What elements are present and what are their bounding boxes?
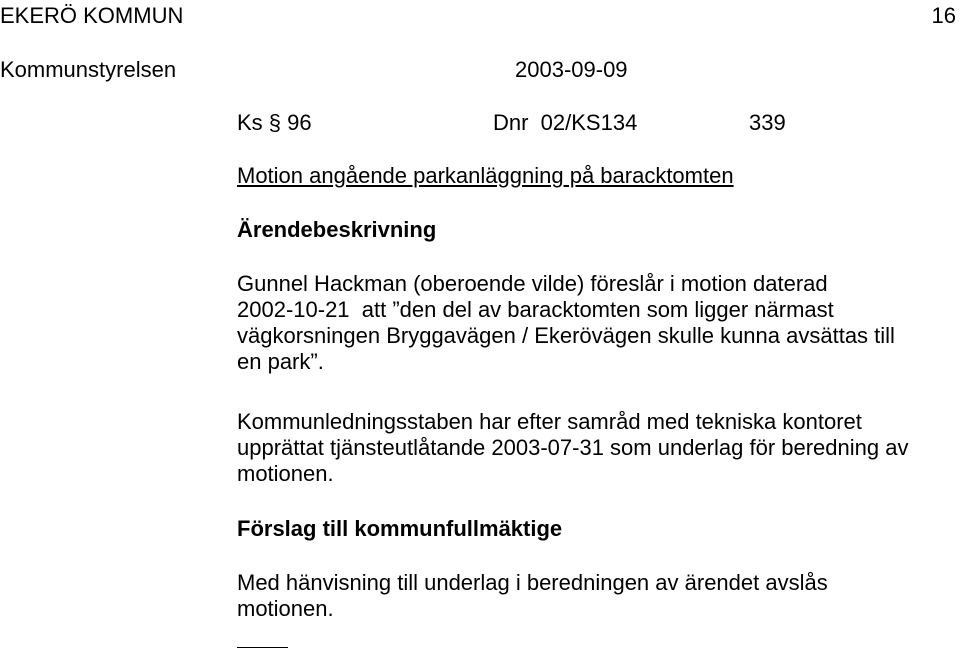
description-heading: Ärendebeskrivning: [237, 217, 437, 242]
reference-row: [237, 110, 957, 136]
text-line: upprättat tjänsteutlåtande 2003-07-31 som underlag för beredning av: [237, 435, 909, 460]
text-line: vägkorsningen Bryggavägen / Ekerövägen skulle kunna avsättas till: [237, 323, 895, 348]
text-line: Gunnel Hackman (oberoende vilde) föreslår i motion daterad: [237, 271, 828, 296]
text-line: Kommunledningsstaben har efter samråd med tekniska kontoret: [237, 409, 862, 434]
text-line: motionen.: [237, 461, 334, 486]
meeting-date: 2003-09-09: [515, 57, 628, 82]
text-line: en park”.: [237, 349, 324, 374]
proposal-paragraph: [237, 570, 957, 622]
text-line: 2002-10-21 att ”den del av baracktomten som ligger närmast: [237, 297, 834, 322]
description-paragraph-1: [237, 271, 957, 375]
item-number: 339: [749, 110, 786, 135]
signature-rule: [237, 647, 288, 648]
text-line: Med hänvisning till underlag i beredningen av ärendet avslås: [237, 570, 828, 595]
text-line: motionen.: [237, 596, 334, 621]
proposal-heading: Förslag till kommunfullmäktige: [237, 516, 563, 541]
description-paragraph-2: [237, 409, 957, 487]
page-number: 16: [931, 3, 956, 28]
diary-number: Dnr 02/KS134: [493, 110, 638, 135]
board-name: Kommunstyrelsen: [0, 57, 177, 82]
paragraph-reference: Ks § 96: [237, 110, 312, 135]
municipality-name: EKERÖ KOMMUN: [0, 3, 184, 28]
matter-title: Motion angående parkanläggning på baracktomten: [237, 163, 734, 188]
